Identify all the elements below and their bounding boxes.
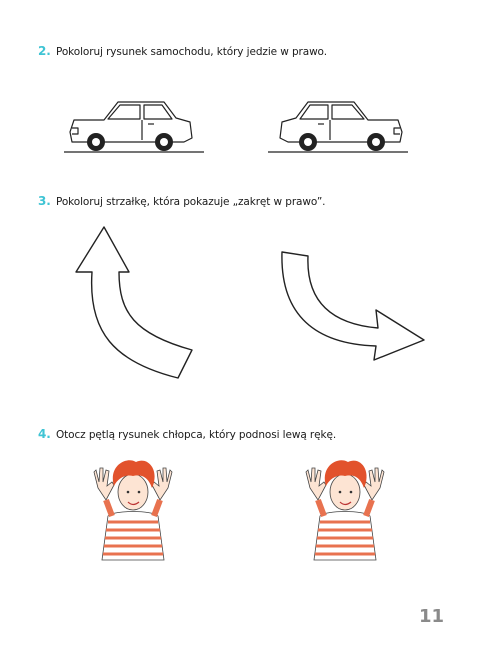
task-4-number: 4. [38, 427, 51, 441]
task-4-instruction [38, 427, 336, 441]
car-facing-left[interactable] [64, 92, 204, 156]
page-number: 11 [418, 606, 444, 627]
boy-raising-left-hand[interactable] [298, 452, 392, 562]
car-facing-right[interactable] [268, 92, 408, 156]
task-3-text: Pokoloruj strzałkę, która pokazuje „zakręt w prawo”. [56, 196, 326, 208]
task-2-number: 2. [38, 44, 51, 58]
boy-raising-right-hand[interactable] [86, 452, 180, 562]
task-3-instruction [38, 194, 325, 208]
arrow-turn-right[interactable] [272, 246, 432, 370]
task-2-instruction [38, 44, 327, 58]
task-3-number: 3. [38, 194, 51, 208]
task-4-text: Otocz pętlą rysunek chłopca, który podnosi lewą rękę. [56, 429, 337, 441]
arrow-turn-left[interactable] [64, 222, 204, 382]
task-2-text: Pokoloruj rysunek samochodu, który jedzie w prawo. [56, 46, 327, 58]
